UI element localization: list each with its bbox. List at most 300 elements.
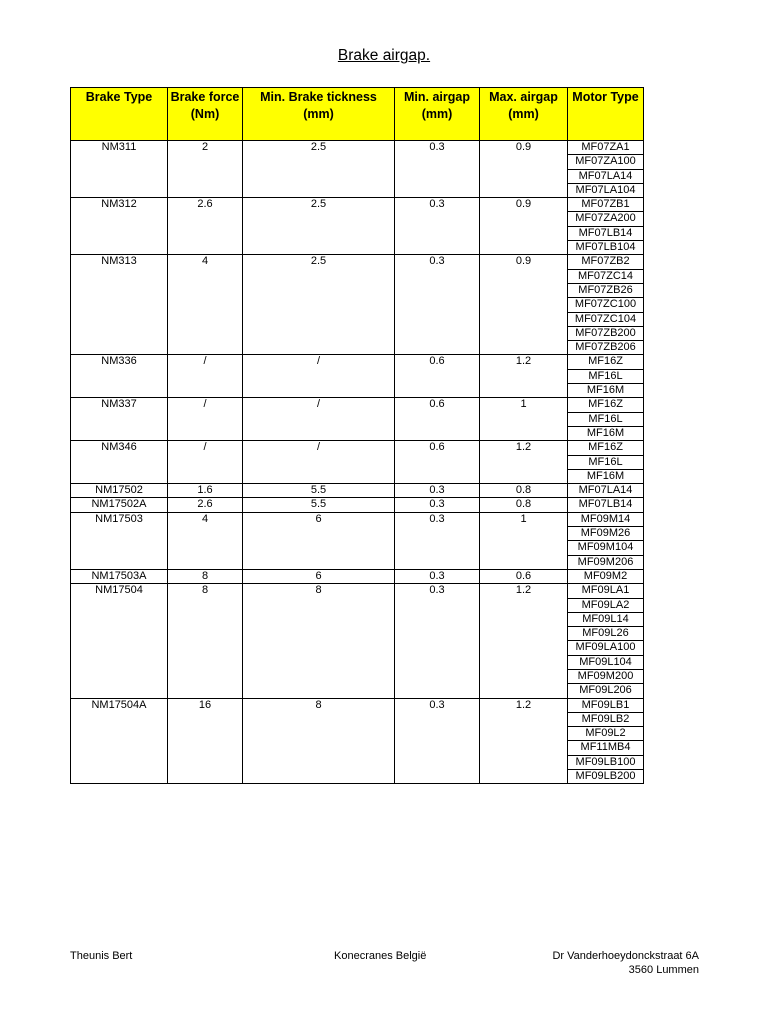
min-airgap-cell [395,669,480,683]
min-airgap-cell: 0.3 [395,198,480,212]
table-row [71,183,644,197]
motor-type-cell: MF09M14 [568,512,644,526]
brake-type-cell: NM17503 [71,512,168,526]
motor-type-cell: MF07ZA100 [568,155,644,169]
brake-force-cell: / [168,355,243,369]
brake-type-cell [71,641,168,655]
table-row [71,441,644,455]
brake-type-cell: NM313 [71,255,168,269]
motor-type-cell: MF09LB2 [568,712,644,726]
table-row [71,755,644,769]
min-airgap-cell [395,712,480,726]
brake-force-cell: 16 [168,698,243,712]
motor-type-cell: MF07ZC100 [568,298,644,312]
brake-type-cell [71,341,168,355]
brake-force-cell [168,312,243,326]
min-airgap-cell [395,283,480,297]
header-max-airgap: Max. airgap (mm) [480,88,568,141]
min-airgap-cell: 0.6 [395,398,480,412]
motor-type-cell: MF07LA14 [568,169,644,183]
brake-type-cell: NM17502A [71,498,168,512]
brake-force-cell [168,669,243,683]
table-row [71,226,644,240]
motor-type-cell: MF07LA14 [568,484,644,498]
min-airgap-cell [395,684,480,698]
brake-force-cell [168,169,243,183]
brake-type-cell [71,612,168,626]
motor-type-cell: MF09M200 [568,669,644,683]
min-airgap-cell [395,326,480,340]
max-airgap-cell [480,655,568,669]
header-min-airgap: Min. airgap (mm) [395,88,480,141]
motor-type-cell: MF09LA1 [568,584,644,598]
motor-type-cell: MF09LA2 [568,598,644,612]
table-row [71,269,644,283]
table-row [71,469,644,483]
table-body [71,141,644,784]
table-row [71,641,644,655]
brake-type-cell [71,755,168,769]
min-brake-tickness-cell: 2.5 [243,141,395,155]
max-airgap-cell: 1.2 [480,441,568,455]
max-airgap-cell: 1.2 [480,698,568,712]
brake-force-cell [168,755,243,769]
brake-force-cell [168,655,243,669]
min-brake-tickness-cell [243,755,395,769]
min-airgap-cell [395,527,480,541]
brake-type-cell [71,527,168,541]
min-airgap-cell: 0.6 [395,355,480,369]
motor-type-cell: MF07LA104 [568,183,644,197]
brake-type-cell [71,598,168,612]
brake-force-cell [168,684,243,698]
max-airgap-cell [480,527,568,541]
min-brake-tickness-cell: 6 [243,569,395,583]
min-brake-tickness-cell [243,341,395,355]
max-airgap-cell [480,341,568,355]
brake-type-cell [71,655,168,669]
brake-type-cell [71,241,168,255]
table-row [71,627,644,641]
min-brake-tickness-cell [243,598,395,612]
motor-type-cell: MF16L [568,455,644,469]
motor-type-cell: MF16Z [568,441,644,455]
min-brake-tickness-cell [243,627,395,641]
brake-type-cell [71,541,168,555]
max-airgap-cell [480,241,568,255]
min-brake-tickness-cell [243,727,395,741]
brake-type-cell [71,312,168,326]
min-brake-tickness-cell [243,384,395,398]
motor-type-cell: MF07LB104 [568,241,644,255]
min-brake-tickness-cell: 6 [243,512,395,526]
min-brake-tickness-cell [243,183,395,197]
min-brake-tickness-cell [243,712,395,726]
brake-type-cell [71,727,168,741]
table-row [71,312,644,326]
max-airgap-cell [480,384,568,398]
max-airgap-cell [480,541,568,555]
brake-force-cell: 2.6 [168,498,243,512]
table-row [71,341,644,355]
min-airgap-cell [395,241,480,255]
max-airgap-cell: 0.8 [480,484,568,498]
max-airgap-cell [480,598,568,612]
min-airgap-cell [395,212,480,226]
max-airgap-cell [480,326,568,340]
table-row [71,412,644,426]
brake-force-cell [168,770,243,784]
min-airgap-cell [395,770,480,784]
max-airgap-cell [480,627,568,641]
min-airgap-cell [395,627,480,641]
table-row [71,669,644,683]
brake-type-cell [71,183,168,197]
min-airgap-cell [395,612,480,626]
table-row [71,255,644,269]
max-airgap-cell [480,269,568,283]
min-airgap-cell: 0.3 [395,698,480,712]
motor-type-cell: MF07ZB206 [568,341,644,355]
brake-force-cell: 2.6 [168,198,243,212]
brake-force-cell: 4 [168,255,243,269]
brake-force-cell [168,469,243,483]
min-brake-tickness-cell [243,283,395,297]
min-brake-tickness-cell [243,269,395,283]
brake-force-cell [168,341,243,355]
brake-force-cell: / [168,398,243,412]
motor-type-cell: MF09M26 [568,527,644,541]
table-row [71,326,644,340]
brake-force-cell: 8 [168,569,243,583]
min-airgap-cell [395,169,480,183]
max-airgap-cell: 0.9 [480,255,568,269]
min-airgap-cell [395,555,480,569]
table-row [71,684,644,698]
motor-type-cell: MF09L206 [568,684,644,698]
min-brake-tickness-cell [243,226,395,240]
motor-type-cell: MF09L14 [568,612,644,626]
table-row [71,655,644,669]
min-brake-tickness-cell [243,741,395,755]
brake-force-cell: 2 [168,141,243,155]
footer-company: Konecranes België [334,950,427,962]
max-airgap-cell [480,741,568,755]
max-airgap-cell [480,684,568,698]
min-airgap-cell: 0.3 [395,569,480,583]
motor-type-cell: MF09M2 [568,569,644,583]
table-row [71,527,644,541]
min-airgap-cell: 0.3 [395,484,480,498]
motor-type-cell: MF16Z [568,398,644,412]
table-row [71,584,644,598]
max-airgap-cell [480,612,568,626]
max-airgap-cell [480,169,568,183]
brake-force-cell [168,183,243,197]
max-airgap-cell [480,455,568,469]
brake-force-cell [168,455,243,469]
max-airgap-cell [480,212,568,226]
max-airgap-cell [480,226,568,240]
table-row [71,241,644,255]
motor-type-cell: MF07ZA200 [568,212,644,226]
motor-type-cell: MF11MB4 [568,741,644,755]
max-airgap-cell [480,369,568,383]
min-brake-tickness-cell [243,612,395,626]
table-row [71,384,644,398]
brake-force-cell [168,741,243,755]
min-brake-tickness-cell [243,684,395,698]
brake-force-cell: 1.6 [168,484,243,498]
brake-force-cell [168,541,243,555]
min-airgap-cell [395,269,480,283]
brake-force-cell [168,212,243,226]
min-brake-tickness-cell: / [243,355,395,369]
table-row [71,212,644,226]
min-brake-tickness-cell [243,369,395,383]
brake-type-cell [71,369,168,383]
max-airgap-cell [480,669,568,683]
table-row [71,455,644,469]
brake-type-cell [71,627,168,641]
brake-type-cell [71,269,168,283]
table-row [71,355,644,369]
table-row [71,612,644,626]
brake-type-cell [71,326,168,340]
brake-force-cell: / [168,441,243,455]
max-airgap-cell [480,555,568,569]
brake-type-cell: NM337 [71,398,168,412]
brake-force-cell [168,612,243,626]
table-row [71,398,644,412]
motor-type-cell: MF07ZB200 [568,326,644,340]
min-airgap-cell [395,469,480,483]
table-row [71,298,644,312]
brake-type-cell [71,169,168,183]
brake-force-cell [168,598,243,612]
motor-type-cell: MF16M [568,426,644,440]
min-airgap-cell [395,755,480,769]
brake-force-cell [168,384,243,398]
document-title: Brake airgap. [337,47,431,64]
motor-type-cell: MF16L [568,412,644,426]
min-airgap-cell: 0.3 [395,498,480,512]
table-row [71,712,644,726]
min-brake-tickness-cell [243,169,395,183]
min-brake-tickness-cell: 8 [243,584,395,598]
min-brake-tickness-cell [243,770,395,784]
min-airgap-cell: 0.3 [395,255,480,269]
min-brake-tickness-cell [243,555,395,569]
min-brake-tickness-cell [243,527,395,541]
max-airgap-cell: 1.2 [480,584,568,598]
brake-force-cell [168,298,243,312]
min-brake-tickness-cell: 5.5 [243,498,395,512]
min-airgap-cell: 0.3 [395,141,480,155]
motor-type-cell: MF07ZB26 [568,283,644,297]
brake-type-cell: NM17503A [71,569,168,583]
brake-type-cell: NM17504 [71,584,168,598]
table-row [71,484,644,498]
brake-force-cell [168,641,243,655]
brake-type-cell [71,684,168,698]
motor-type-cell: MF07ZB1 [568,198,644,212]
min-airgap-cell [395,741,480,755]
brake-force-cell: 4 [168,512,243,526]
motor-type-cell: MF16Z [568,355,644,369]
motor-type-cell: MF09LB200 [568,770,644,784]
motor-type-cell: MF16L [568,369,644,383]
table-row [71,498,644,512]
header-brake-force: Brake force (Nm) [168,88,243,141]
brake-type-cell [71,741,168,755]
min-brake-tickness-cell: 5.5 [243,484,395,498]
min-airgap-cell [395,641,480,655]
brake-type-cell [71,298,168,312]
table-row [71,569,644,583]
table-row [71,198,644,212]
table-row [71,426,644,440]
motor-type-cell: MF09LB1 [568,698,644,712]
max-airgap-cell [480,641,568,655]
motor-type-cell: MF16M [568,469,644,483]
motor-type-cell: MF09LA100 [568,641,644,655]
min-brake-tickness-cell [243,669,395,683]
brake-force-cell [168,326,243,340]
brake-force-cell [168,527,243,541]
max-airgap-cell: 1.2 [480,355,568,369]
brake-type-cell [71,283,168,297]
brake-force-cell [168,412,243,426]
min-airgap-cell [395,426,480,440]
max-airgap-cell [480,770,568,784]
brake-type-cell [71,212,168,226]
brake-type-cell [71,469,168,483]
brake-type-cell [71,669,168,683]
footer-address [552,950,699,977]
brake-force-cell [168,712,243,726]
brake-type-cell: NM17504A [71,698,168,712]
motor-type-cell: MF07ZC104 [568,312,644,326]
min-brake-tickness-cell: 2.5 [243,198,395,212]
min-airgap-cell [395,226,480,240]
brake-type-cell: NM17502 [71,484,168,498]
table-row [71,369,644,383]
min-brake-tickness-cell: 8 [243,698,395,712]
motor-type-cell: MF07LB14 [568,498,644,512]
motor-type-cell: MF07ZC14 [568,269,644,283]
table-row [71,698,644,712]
min-airgap-cell [395,384,480,398]
brake-type-cell: NM336 [71,355,168,369]
max-airgap-cell [480,469,568,483]
table-row [71,741,644,755]
brake-type-cell: NM346 [71,441,168,455]
min-brake-tickness-cell [243,155,395,169]
min-airgap-cell [395,369,480,383]
min-airgap-cell [395,541,480,555]
max-airgap-cell: 0.9 [480,141,568,155]
max-airgap-cell: 0.8 [480,498,568,512]
table-row [71,727,644,741]
motor-type-cell: MF09LB100 [568,755,644,769]
brake-type-cell [71,555,168,569]
max-airgap-cell [480,755,568,769]
footer-address-street: Dr Vanderhoeydonckstraat 6A [552,950,699,962]
min-brake-tickness-cell [243,212,395,226]
brake-force-cell: 8 [168,584,243,598]
brake-force-cell [168,241,243,255]
brake-type-cell [71,412,168,426]
min-airgap-cell [395,455,480,469]
motor-type-cell: MF09L104 [568,655,644,669]
brake-force-cell [168,283,243,297]
motor-type-cell: MF09M206 [568,555,644,569]
brake-force-cell [168,269,243,283]
min-brake-tickness-cell [243,312,395,326]
min-brake-tickness-cell [243,541,395,555]
min-airgap-cell: 0.3 [395,584,480,598]
brake-force-cell [168,426,243,440]
table-row [71,155,644,169]
min-brake-tickness-cell [243,412,395,426]
max-airgap-cell: 0.6 [480,569,568,583]
motor-type-cell: MF07LB14 [568,226,644,240]
brake-force-cell [168,727,243,741]
motor-type-cell: MF07ZB2 [568,255,644,269]
table-row [71,283,644,297]
header-min-brake-tickness: Min. Brake tickness (mm) [243,88,395,141]
brake-type-cell [71,770,168,784]
min-airgap-cell [395,298,480,312]
min-airgap-cell [395,183,480,197]
header-brake-type: Brake Type [71,88,168,141]
max-airgap-cell [480,426,568,440]
min-brake-tickness-cell [243,641,395,655]
min-airgap-cell [395,341,480,355]
table-row [71,141,644,155]
brake-type-cell [71,384,168,398]
min-brake-tickness-cell [243,241,395,255]
max-airgap-cell [480,183,568,197]
brake-type-cell: NM311 [71,141,168,155]
min-brake-tickness-cell: / [243,441,395,455]
footer-address-city: 3560 Lummen [628,963,699,976]
min-brake-tickness-cell [243,469,395,483]
min-brake-tickness-cell [243,298,395,312]
brake-force-cell [168,155,243,169]
min-brake-tickness-cell: / [243,398,395,412]
header-motor-type: Motor Type [568,88,644,141]
min-airgap-cell [395,155,480,169]
brake-force-cell [168,226,243,240]
min-brake-tickness-cell [243,455,395,469]
motor-type-cell: MF16M [568,384,644,398]
min-airgap-cell: 0.3 [395,512,480,526]
table-row [71,541,644,555]
motor-type-cell: MF09L2 [568,727,644,741]
min-airgap-cell [395,312,480,326]
max-airgap-cell [480,312,568,326]
min-brake-tickness-cell [243,326,395,340]
motor-type-cell: MF09L26 [568,627,644,641]
max-airgap-cell: 1 [480,512,568,526]
brake-force-cell [168,555,243,569]
motor-type-cell: MF07ZA1 [568,141,644,155]
table-row [71,598,644,612]
min-airgap-cell [395,598,480,612]
brake-type-cell [71,455,168,469]
